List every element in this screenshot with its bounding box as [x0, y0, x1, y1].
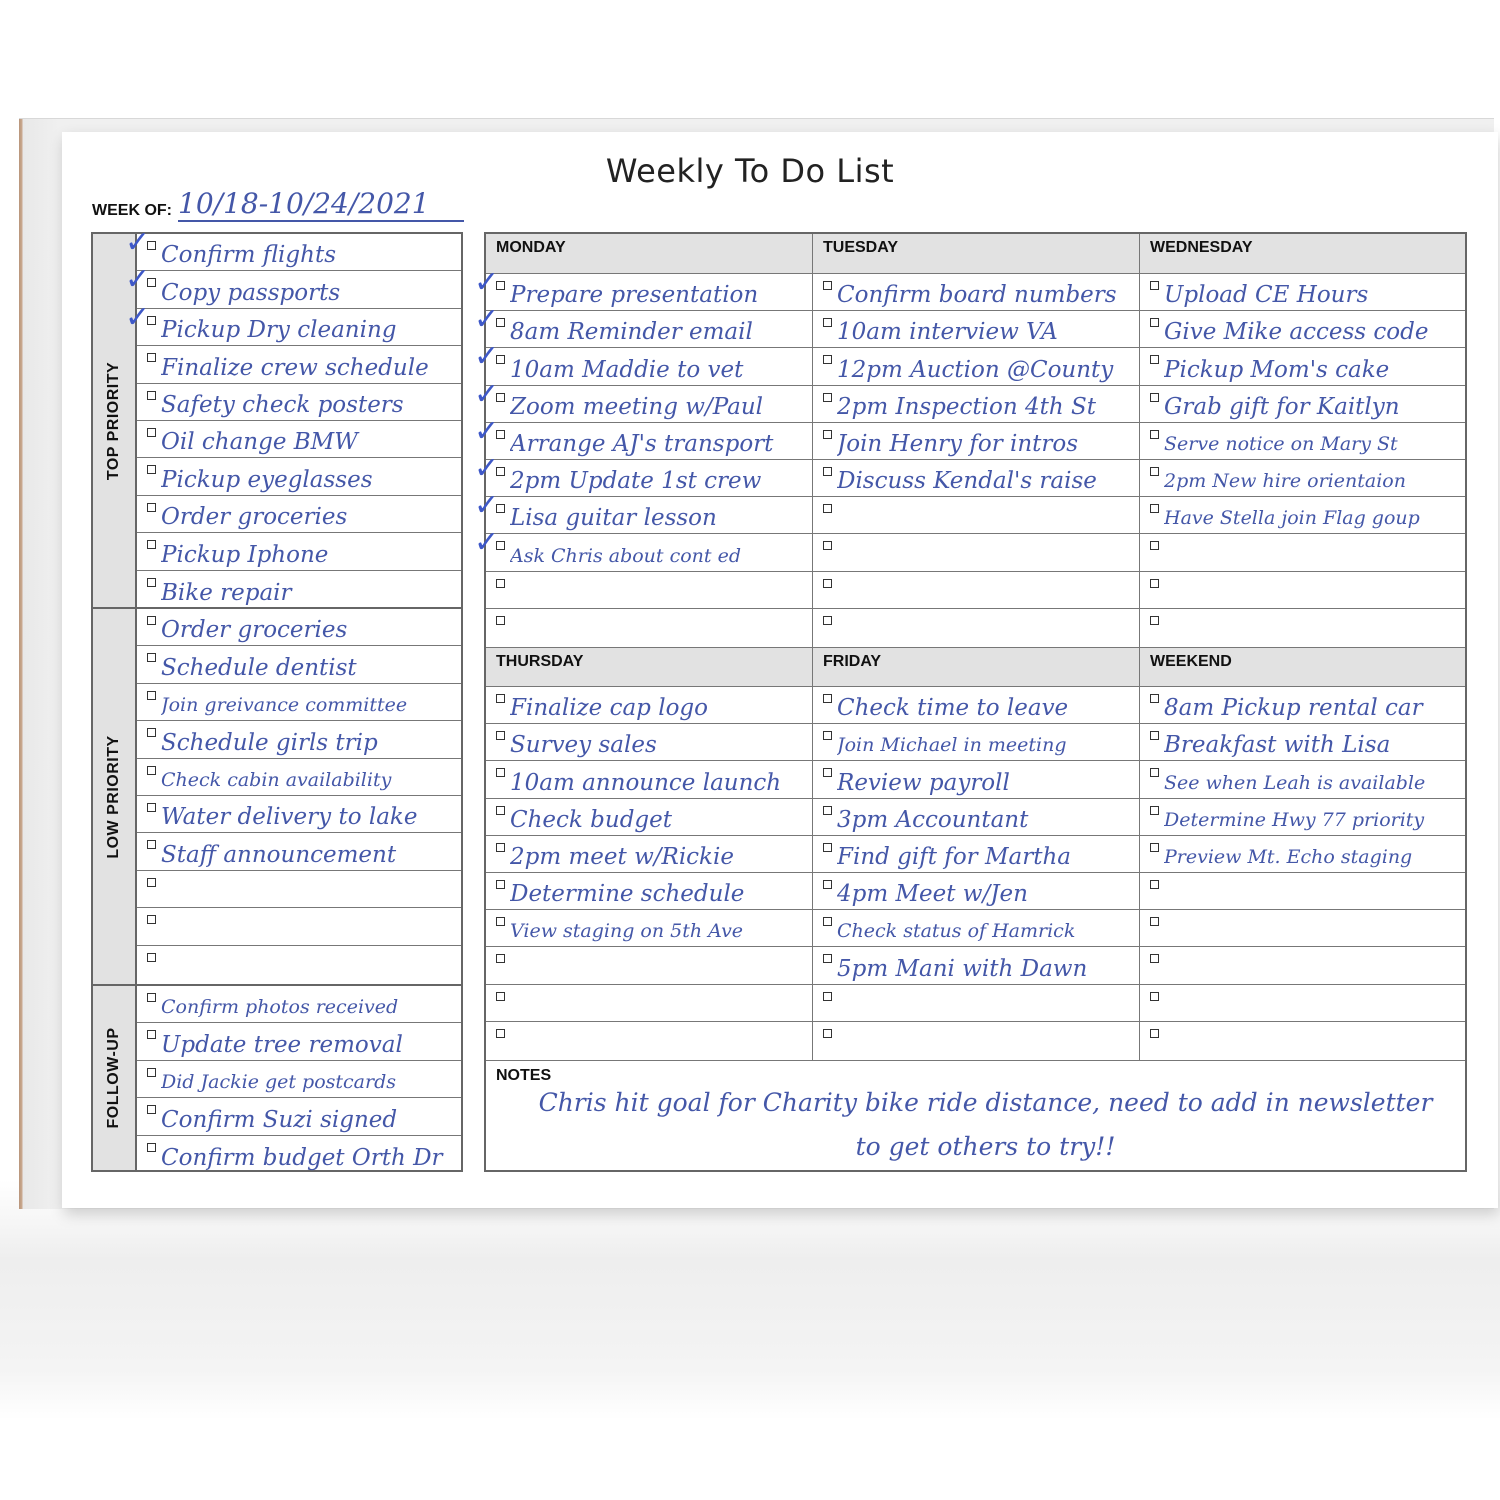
- list-item[interactable]: [813, 534, 1139, 571]
- list-item[interactable]: [474, 525, 812, 571]
- page-title: Weekly To Do List: [605, 152, 895, 190]
- list-item[interactable]: [137, 1098, 461, 1135]
- list-item[interactable]: [486, 947, 812, 984]
- item-text: Schedule dentist: [161, 654, 357, 681]
- day-header-monday: MONDAY: [486, 234, 812, 274]
- list-item[interactable]: [813, 497, 1139, 534]
- list-item[interactable]: [137, 421, 461, 458]
- top-priority-list: [125, 225, 463, 609]
- item-text: Water delivery to lake: [161, 804, 418, 831]
- checkbox[interactable]: [496, 768, 505, 777]
- checkbox[interactable]: [1150, 281, 1159, 290]
- list-item[interactable]: [137, 986, 461, 1023]
- list-item[interactable]: [137, 1023, 461, 1060]
- list-item[interactable]: [486, 985, 812, 1022]
- checkbox[interactable]: [147, 766, 156, 775]
- check-mark-icon: ✓: [474, 525, 500, 561]
- item-text: 2pm Update 1st crew: [510, 468, 762, 495]
- item-text: Join Michael in meeting: [837, 734, 1067, 757]
- checkbox[interactable]: [1150, 768, 1159, 777]
- item-text: Survey sales: [510, 732, 657, 759]
- checkbox[interactable]: [823, 579, 832, 588]
- list-item[interactable]: [137, 646, 461, 683]
- list-item[interactable]: [125, 225, 461, 271]
- checkbox[interactable]: [147, 993, 156, 1002]
- list-item[interactable]: [1140, 761, 1465, 798]
- checkbox[interactable]: [147, 840, 156, 849]
- list-item[interactable]: [813, 311, 1139, 348]
- item-text: Did Jackie get postcards: [161, 1071, 397, 1094]
- list-item[interactable]: [813, 386, 1139, 423]
- follow-up-list: [137, 984, 463, 1172]
- list-item[interactable]: [486, 799, 812, 836]
- list-item[interactable]: [137, 796, 461, 833]
- checkbox[interactable]: [147, 728, 156, 737]
- check-mark-icon: ✓: [474, 450, 500, 486]
- list-item[interactable]: [813, 274, 1139, 311]
- item-text: Confirm Suzi signed: [161, 1106, 398, 1133]
- checkbox[interactable]: [1150, 694, 1159, 703]
- list-item[interactable]: [813, 460, 1139, 497]
- checkbox[interactable]: [823, 917, 832, 926]
- checkbox[interactable]: [147, 540, 156, 549]
- list-item[interactable]: [125, 299, 461, 346]
- list-item[interactable]: [474, 339, 812, 385]
- checkbox[interactable]: [823, 954, 832, 963]
- item-text: Update tree removal: [161, 1031, 403, 1058]
- list-item[interactable]: [1140, 460, 1465, 497]
- checkbox[interactable]: [1150, 616, 1159, 625]
- list-item[interactable]: [1140, 724, 1465, 761]
- list-item[interactable]: [474, 450, 812, 497]
- list-item[interactable]: [137, 496, 461, 533]
- list-item[interactable]: [474, 413, 812, 460]
- checkbox[interactable]: [1150, 318, 1159, 327]
- checkbox[interactable]: [1150, 880, 1159, 889]
- checkbox[interactable]: [147, 616, 156, 625]
- checkbox[interactable]: [1150, 731, 1159, 740]
- item-text: Pickup Dry cleaning: [161, 317, 397, 344]
- list-item[interactable]: [813, 910, 1139, 947]
- list-item[interactable]: [486, 572, 812, 609]
- checkbox[interactable]: [147, 1068, 156, 1077]
- monday-list: [474, 265, 812, 647]
- checkbox[interactable]: [147, 878, 156, 887]
- list-item[interactable]: [486, 761, 812, 798]
- list-item[interactable]: [813, 873, 1139, 910]
- item-text: Finalize crew schedule: [161, 354, 429, 381]
- list-item[interactable]: [137, 1061, 461, 1098]
- checkbox[interactable]: [496, 731, 505, 740]
- item-text: Arrange AJ's transport: [510, 430, 774, 457]
- check-mark-icon: ✓: [474, 376, 500, 412]
- list-item[interactable]: [137, 721, 461, 758]
- item-text: Review payroll: [837, 769, 1010, 796]
- tuesday-list: [813, 274, 1139, 647]
- checkbox[interactable]: [823, 318, 832, 327]
- item-text: 8am Reminder email: [510, 319, 753, 346]
- list-item[interactable]: [1140, 386, 1465, 423]
- checkbox[interactable]: [1150, 992, 1159, 1001]
- item-text: Copy passports: [161, 279, 341, 306]
- list-item[interactable]: [1140, 947, 1465, 984]
- list-item[interactable]: [137, 833, 461, 870]
- checkbox[interactable]: [147, 503, 156, 512]
- checkbox[interactable]: [496, 843, 505, 852]
- checkbox[interactable]: [823, 393, 832, 402]
- checkbox[interactable]: [1150, 917, 1159, 926]
- list-item[interactable]: [813, 761, 1139, 798]
- list-item[interactable]: [486, 724, 812, 761]
- checkbox[interactable]: [1150, 541, 1159, 550]
- list-item[interactable]: [813, 572, 1139, 609]
- list-item[interactable]: [1140, 311, 1465, 348]
- checkbox[interactable]: [496, 579, 505, 588]
- checkbox[interactable]: [1150, 1029, 1159, 1038]
- checkbox[interactable]: [147, 653, 156, 662]
- checkbox[interactable]: [147, 1143, 156, 1152]
- item-text: Confirm photos received: [161, 996, 399, 1019]
- list-item[interactable]: [1140, 274, 1465, 311]
- list-item[interactable]: [474, 376, 812, 423]
- list-item[interactable]: [1140, 985, 1465, 1022]
- list-item[interactable]: [474, 302, 812, 348]
- checkbox[interactable]: [823, 616, 832, 625]
- list-item[interactable]: [813, 985, 1139, 1022]
- wednesday-list: [1140, 274, 1465, 647]
- day-header-wednesday: WEDNESDAY: [1140, 234, 1465, 274]
- checkbox[interactable]: [1150, 843, 1159, 852]
- item-text: 4pm Meet w/Jen: [837, 881, 1028, 908]
- checkbox[interactable]: [1150, 954, 1159, 963]
- list-item[interactable]: [137, 533, 461, 570]
- checkbox[interactable]: [496, 992, 505, 1001]
- list-item[interactable]: [137, 571, 461, 608]
- low-priority-header: [91, 607, 137, 986]
- day-header-tuesday: TUESDAY: [813, 234, 1139, 274]
- checkbox[interactable]: [1150, 806, 1159, 815]
- notes-section: [486, 1060, 1465, 1170]
- checkbox[interactable]: [147, 953, 156, 962]
- item-text: Pickup Mom's cake: [1164, 356, 1390, 383]
- follow-up-label: FOLLOW-UP: [105, 1027, 122, 1129]
- item-text: Check time to leave: [837, 695, 1069, 722]
- checkbox[interactable]: [1150, 355, 1159, 364]
- list-item[interactable]: [813, 836, 1139, 873]
- item-text: 12pm Auction @County: [837, 356, 1114, 383]
- checkbox[interactable]: [823, 992, 832, 1001]
- list-item[interactable]: [137, 458, 461, 495]
- item-text: Pickup eyeglasses: [161, 466, 373, 493]
- list-item[interactable]: [486, 910, 812, 947]
- thursday-list: [486, 687, 812, 1060]
- day-header-weekend: WEEKEND: [1140, 647, 1465, 687]
- item-text: Grab gift for Kaitlyn: [1164, 393, 1400, 420]
- item-text: Schedule girls trip: [161, 729, 378, 756]
- checkbox[interactable]: [823, 806, 832, 815]
- item-text: 2pm New hire orientaion: [1164, 470, 1406, 493]
- checkbox[interactable]: [496, 616, 505, 625]
- checkbox[interactable]: [496, 1029, 505, 1038]
- checkbox[interactable]: [496, 954, 505, 963]
- low-priority-label: LOW PRIORITY: [105, 734, 122, 859]
- check-mark-icon: ✓: [474, 488, 500, 524]
- item-text: See when Leah is available: [1164, 771, 1426, 794]
- list-item[interactable]: [1140, 687, 1465, 724]
- list-item[interactable]: [486, 687, 812, 724]
- list-item[interactable]: [474, 488, 812, 534]
- list-item[interactable]: [1140, 534, 1465, 571]
- list-item[interactable]: [813, 799, 1139, 836]
- checkbox[interactable]: [823, 355, 832, 364]
- checkbox[interactable]: [1150, 467, 1159, 476]
- checkbox[interactable]: [1150, 579, 1159, 588]
- list-item[interactable]: [1140, 799, 1465, 836]
- list-item[interactable]: [1140, 497, 1465, 534]
- item-text: Give Mike access code: [1164, 319, 1429, 346]
- item-text: Staff announcement: [161, 841, 397, 868]
- item-text: 10am Maddie to vet: [510, 356, 744, 383]
- checkbox[interactable]: [1150, 504, 1159, 513]
- check-mark-icon: ✓: [125, 299, 151, 335]
- list-item[interactable]: [137, 908, 461, 945]
- list-item[interactable]: [486, 1022, 812, 1059]
- week-of-label: WEEK OF:: [92, 202, 172, 219]
- checkbox[interactable]: [823, 880, 832, 889]
- checkbox[interactable]: [1150, 430, 1159, 439]
- week-grid: [474, 232, 1467, 1172]
- list-item[interactable]: [137, 946, 461, 983]
- list-item[interactable]: [137, 346, 461, 383]
- item-text: Zoom meeting w/Paul: [510, 393, 764, 420]
- list-item[interactable]: [813, 687, 1139, 724]
- checkbox[interactable]: [823, 467, 832, 476]
- week-of-value[interactable]: 10/18-10/24/2021: [178, 188, 464, 222]
- checkbox[interactable]: [823, 843, 832, 852]
- checkbox[interactable]: [147, 353, 156, 362]
- check-mark-icon: ✓: [474, 339, 500, 375]
- checkbox[interactable]: [147, 1105, 156, 1114]
- list-item[interactable]: [1140, 572, 1465, 609]
- list-item[interactable]: [813, 609, 1139, 646]
- item-text: Safety check posters: [161, 391, 404, 418]
- item-text: View staging on 5th Ave: [510, 920, 744, 943]
- list-item[interactable]: [1140, 423, 1465, 460]
- item-text: Breakfast with Lisa: [1164, 732, 1391, 759]
- list-item[interactable]: [125, 262, 461, 308]
- list-item[interactable]: [137, 684, 461, 721]
- item-text: Oil change BMW: [161, 429, 358, 456]
- item-text: Order groceries: [161, 504, 348, 531]
- day-header-thursday: THURSDAY: [486, 647, 812, 687]
- item-text: Bike repair: [161, 579, 292, 606]
- item-text: Preview Mt. Echo staging: [1164, 845, 1413, 868]
- item-text: Join Henry for intros: [837, 430, 1079, 457]
- list-item[interactable]: [137, 609, 461, 646]
- item-text: Confirm flights: [161, 242, 336, 269]
- item-text: Check status of Hamrick: [837, 920, 1076, 943]
- list-item[interactable]: [486, 873, 812, 910]
- follow-up-header: [91, 984, 137, 1172]
- list-item[interactable]: [486, 609, 812, 646]
- checkbox[interactable]: [823, 694, 832, 703]
- item-text: Join greivance committee: [161, 694, 408, 717]
- check-mark-icon: ✓: [125, 262, 151, 298]
- notes-label: NOTES: [496, 1067, 552, 1084]
- checkbox[interactable]: [823, 541, 832, 550]
- list-item[interactable]: [1140, 1022, 1465, 1059]
- checkbox[interactable]: [823, 504, 832, 513]
- list-item[interactable]: [137, 871, 461, 908]
- list-item[interactable]: [1140, 910, 1465, 947]
- checkbox[interactable]: [147, 391, 156, 400]
- item-text: 10am announce launch: [510, 769, 782, 796]
- item-text: Confirm budget Orth Dr: [161, 1144, 443, 1171]
- checkbox[interactable]: [496, 694, 505, 703]
- checkbox[interactable]: [496, 806, 505, 815]
- checkbox[interactable]: [147, 915, 156, 924]
- list-item[interactable]: [1140, 609, 1465, 646]
- item-text: 8am Pickup rental car: [1164, 695, 1423, 722]
- item-text: Determine Hwy 77 priority: [1164, 808, 1425, 831]
- item-text: Prepare presentation: [510, 282, 759, 309]
- item-text: 3pm Accountant: [837, 806, 1029, 833]
- checkbox[interactable]: [823, 768, 832, 777]
- list-item[interactable]: [486, 836, 812, 873]
- notes-text[interactable]: Chris hit goal for Charity bike ride distance, need to add in newsletter to get others to try!!: [538, 1088, 1433, 1161]
- friday-list: [813, 687, 1139, 1060]
- item-text: Lisa guitar lesson: [510, 505, 717, 532]
- item-text: Finalize cap logo: [510, 695, 708, 722]
- item-text: 5pm Mani with Dawn: [837, 955, 1088, 982]
- list-item[interactable]: [813, 947, 1139, 984]
- low-priority-list: [137, 607, 463, 986]
- list-item[interactable]: [137, 759, 461, 796]
- check-mark-icon: ✓: [125, 225, 151, 260]
- checkbox[interactable]: [496, 917, 505, 926]
- day-header-friday: FRIDAY: [813, 647, 1139, 687]
- check-mark-icon: ✓: [474, 302, 500, 338]
- item-text: Order groceries: [161, 617, 348, 644]
- checkbox[interactable]: [823, 430, 832, 439]
- item-text: 2pm meet w/Rickie: [510, 843, 734, 870]
- list-item[interactable]: [137, 384, 461, 421]
- item-text: Confirm board numbers: [837, 282, 1117, 309]
- list-item[interactable]: [137, 1136, 461, 1173]
- check-mark-icon: ✓: [474, 265, 500, 300]
- item-text: Find gift for Martha: [837, 843, 1071, 870]
- checkbox[interactable]: [147, 578, 156, 587]
- weekend-list: [1140, 687, 1465, 1060]
- check-mark-icon: ✓: [474, 413, 500, 449]
- list-item[interactable]: [1140, 873, 1465, 910]
- checkbox[interactable]: [496, 880, 505, 889]
- item-text: Pickup Iphone: [161, 541, 329, 568]
- list-item[interactable]: [1140, 348, 1465, 385]
- checkbox[interactable]: [147, 428, 156, 437]
- list-item[interactable]: [813, 1022, 1139, 1059]
- item-text: 10am interview VA: [837, 319, 1058, 346]
- list-item[interactable]: [813, 348, 1139, 385]
- checkbox[interactable]: [147, 803, 156, 812]
- checkbox[interactable]: [147, 465, 156, 474]
- checkbox[interactable]: [823, 1029, 832, 1038]
- list-item[interactable]: [813, 423, 1139, 460]
- item-text: Upload CE Hours: [1164, 282, 1369, 309]
- item-text: Serve notice on Mary St: [1164, 432, 1398, 455]
- checkbox[interactable]: [147, 691, 156, 700]
- item-text: Check budget: [510, 806, 672, 833]
- item-text: Check cabin availability: [161, 768, 392, 791]
- checkbox[interactable]: [823, 281, 832, 290]
- list-item[interactable]: [1140, 836, 1465, 873]
- item-text: 2pm Inspection 4th St: [837, 393, 1096, 420]
- list-item[interactable]: [474, 265, 812, 311]
- item-text: Have Stella join Flag goup: [1164, 507, 1420, 530]
- checkbox[interactable]: [1150, 393, 1159, 402]
- list-item[interactable]: [813, 724, 1139, 761]
- checkbox[interactable]: [147, 1030, 156, 1039]
- item-text: Determine schedule: [510, 881, 745, 908]
- checkbox[interactable]: [823, 731, 832, 740]
- item-text: Ask Chris about cont ed: [510, 544, 741, 567]
- item-text: Discuss Kendal's raise: [837, 468, 1097, 495]
- top-priority-label: TOP PRIORITY: [105, 361, 122, 480]
